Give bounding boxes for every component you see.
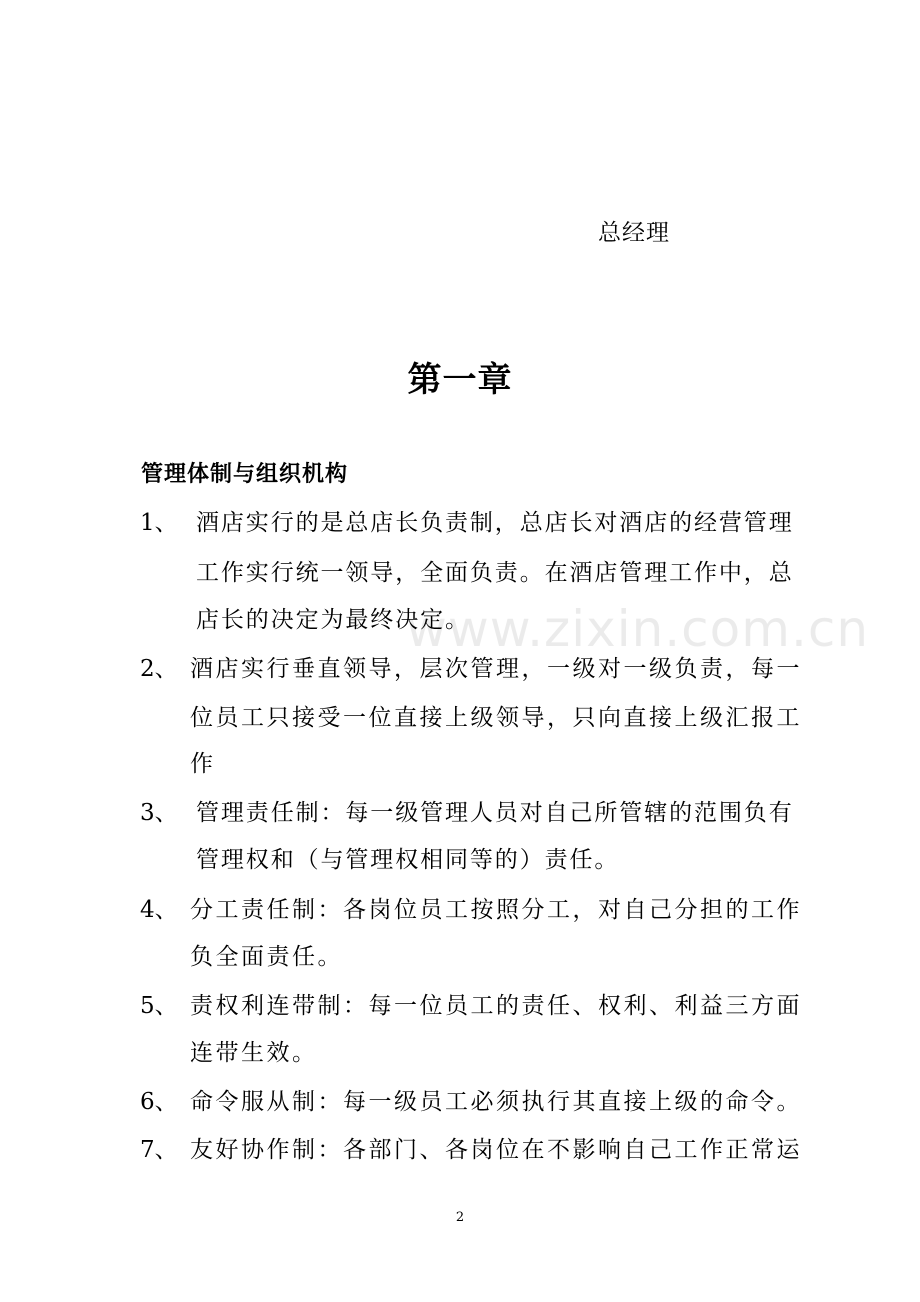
list-item-line: 酒店实行垂直领导，层次管理，一级对一级负责，每一 — [190, 656, 802, 682]
list-item-line: 酒店实行的是总店长负责制，总店长对酒店的经营管理 — [196, 510, 794, 536]
list-item-number: 7、 — [140, 1137, 178, 1163]
list-item-number: 6、 — [140, 1089, 178, 1115]
list-item-line: 分工责任制：各岗位员工按照分工，对自己分担的工作 — [190, 897, 802, 923]
list-item-line: 管理责任制：每一级管理人员对自己所管辖的范围负有 — [196, 800, 794, 826]
list-item-line: 位员工只接受一位直接上级领导，只向直接上级汇报工 — [190, 705, 802, 731]
list-item-line: 责权利连带制：每一位员工的责任、权利、利益三方面 — [190, 993, 802, 1019]
list-item-line: 命令服从制：每一级员工必须执行其直接上级的命令。 — [190, 1089, 802, 1115]
section-heading: 管理体制与组织机构 — [141, 462, 349, 487]
list-item-number: 4、 — [140, 897, 178, 923]
list-item-line: 管理权和（与管理权相同等的）责任。 — [196, 847, 620, 873]
list-item-line: 店长的决定为最终决定。 — [196, 607, 470, 633]
list-item-line: 工作实行统一领导，全面负责。在酒店管理工作中，总 — [196, 560, 794, 586]
watermark: www.zixin.com.cn — [406, 600, 870, 658]
signature-general-manager: 总经理 — [598, 220, 670, 246]
list-item-number: 5、 — [140, 993, 178, 1019]
list-item-number: 1、 — [140, 510, 178, 536]
list-item-line: 友好协作制：各部门、各岗位在不影响自己工作正常运 — [190, 1137, 802, 1163]
chapter-title: 第一章 — [407, 360, 513, 400]
list-item-number: 2、 — [140, 656, 178, 682]
list-item-number: 3、 — [140, 800, 178, 826]
list-item-line: 连带生效。 — [190, 1040, 318, 1066]
page-number: 2 — [455, 1210, 465, 1225]
list-item-line: 作 — [190, 751, 216, 777]
list-item-line: 负全面责任。 — [190, 944, 343, 970]
